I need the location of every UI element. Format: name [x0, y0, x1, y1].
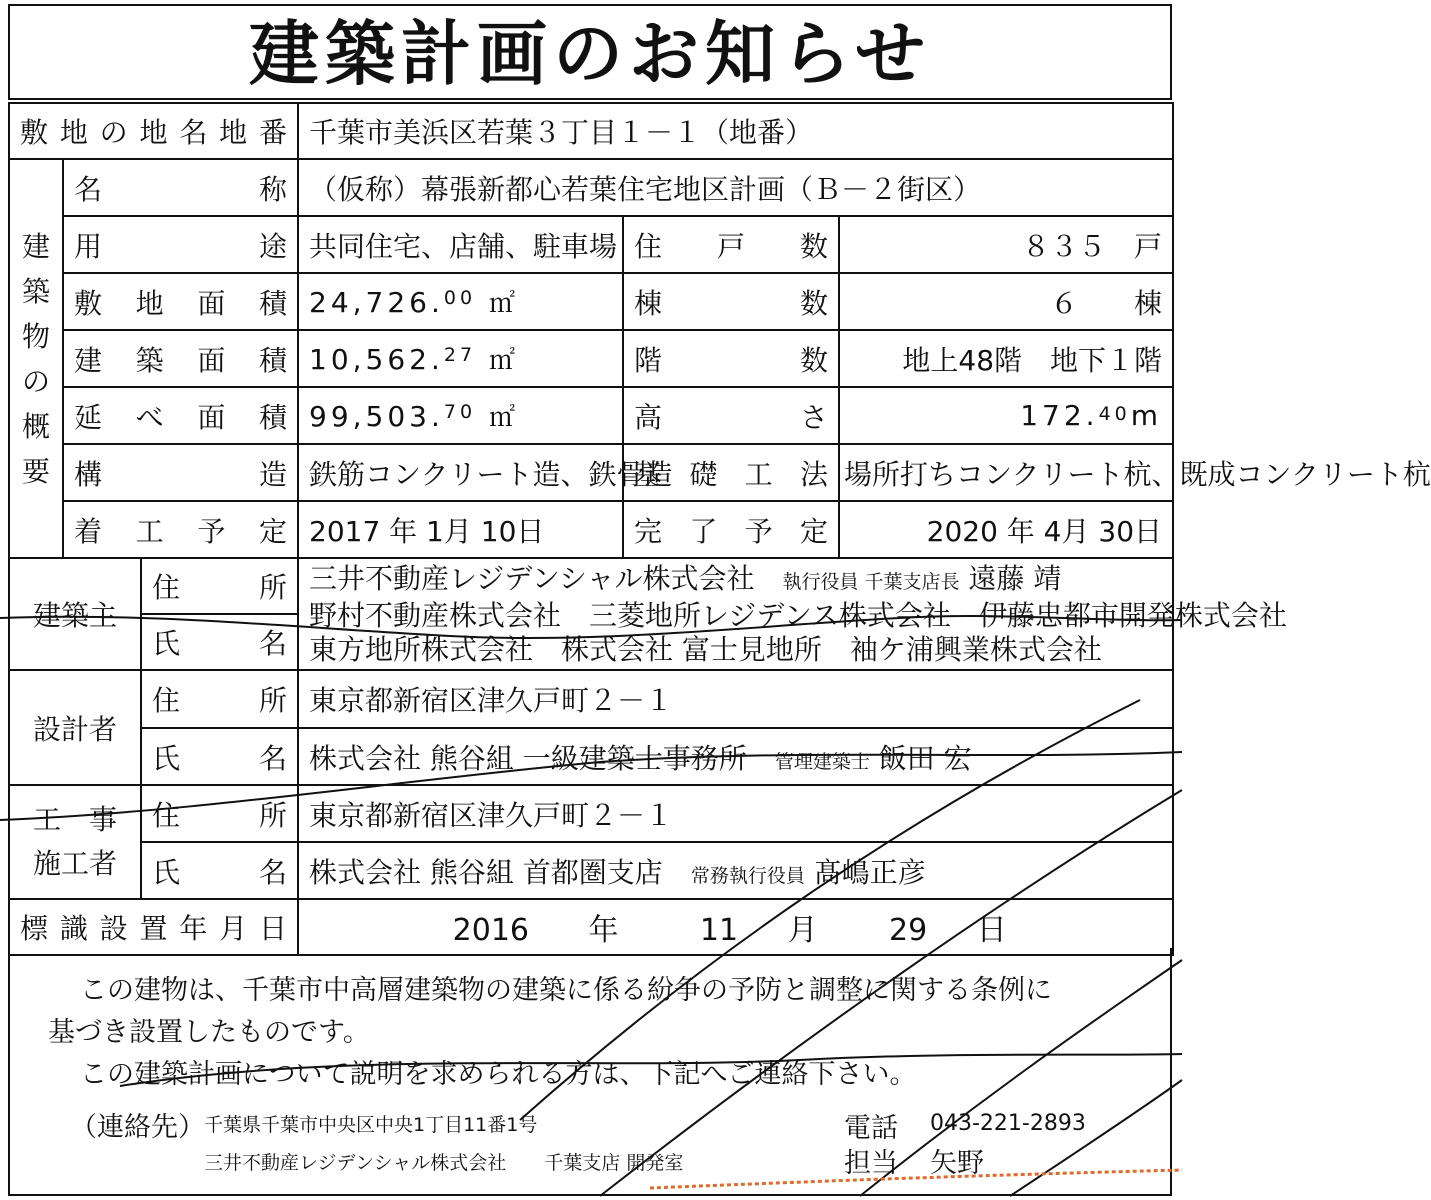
height-value: 172.40m — [839, 387, 1173, 444]
person-label: 担当 — [844, 1148, 898, 1179]
designer-name-row — [9, 728, 1173, 785]
owner-address-row — [9, 558, 1173, 614]
completion-value: 2020 年 4月 30日 — [839, 501, 1173, 558]
use-label: 用途 — [63, 216, 298, 273]
owner-name-label: 氏名 — [141, 614, 298, 670]
sign-date-value: 2016 年 11 月 29 日 — [298, 899, 1173, 955]
use-row — [9, 216, 1173, 273]
completion-label: 完了予定 — [623, 501, 839, 558]
notice-table — [8, 102, 1431, 956]
contractor-address: 東京都新宿区津久戸町２－１ — [298, 785, 1173, 842]
designer-address-row — [9, 670, 1173, 728]
contractor-name-label: 氏名 — [141, 842, 298, 899]
designer-address-label: 住所 — [141, 670, 298, 728]
structure-row — [9, 444, 1173, 501]
use-value: 共同住宅、店舗、駐車場 — [298, 216, 623, 273]
height-label: 高さ — [623, 387, 839, 444]
contact-label: （連絡先） — [70, 1112, 205, 1143]
contractor-name-row — [9, 842, 1173, 899]
designer-name: 株式会社 熊谷組 一級建築士事務所 管理建築士 飯田 宏 — [298, 728, 1173, 785]
site-area-row — [9, 273, 1173, 330]
owner-header: 建築主 — [9, 558, 141, 670]
site-label: 敷地の地名地番 — [9, 103, 298, 159]
note-line-1: この建物は、千葉市中高層建築物の建築に係る紛争の予防と調整に関する条例に — [80, 975, 1052, 1006]
owner-names — [298, 558, 1287, 670]
building-area-row — [9, 330, 1173, 387]
contractor-address-row — [9, 785, 1173, 842]
name-label: 名称 — [63, 159, 298, 216]
sign-date-row — [9, 899, 1173, 955]
owner-line-2: 野村不動産株式会社 三菱地所レジデンス株式会社 伊藤忠都市開発株式会社 — [309, 598, 1287, 632]
contractor-header: 工 事 施工者 — [9, 785, 141, 899]
contractor-address-label: 住所 — [141, 785, 298, 842]
floor-area-value: 99,503.70 ㎡ — [298, 387, 623, 444]
owner-line-1: 三井不動産レジデンシャル株式会社 執行役員 千葉支店長 遠藤 靖 — [309, 561, 1062, 595]
buildings-label: 棟数 — [623, 273, 839, 330]
designer-name-label: 氏名 — [141, 728, 298, 785]
notice-title: 建築計画のお知らせ — [8, 4, 1172, 100]
building-area-label: 建築面積 — [63, 330, 298, 387]
phone-label: 電話 — [844, 1113, 898, 1144]
foundation-label: 基礎工法 — [623, 444, 839, 501]
schedule-row — [9, 501, 1173, 558]
contractor-name: 株式会社 熊谷組 首都圏支店 常務執行役員 髙嶋正彦 — [298, 842, 1173, 899]
building-header: 建 築 物 の 概 要 — [9, 159, 63, 558]
designer-header: 設計者 — [9, 670, 141, 785]
site-area-value: 24,726.00 ㎡ — [298, 273, 623, 330]
site-area-label: 敷地面積 — [63, 273, 298, 330]
name-value: （仮称）幕張新都心若葉住宅地区計画（Ｂ－２街区） — [298, 159, 1173, 216]
contact-company: 三井不動産レジデンシャル株式会社 千葉支店 開発室 — [204, 1152, 684, 1174]
note-line-2: 基づき設置したものです。 — [48, 1017, 370, 1048]
start-label: 着工予定 — [63, 501, 298, 558]
name-row — [9, 159, 1173, 216]
buildings-value: ６ 棟 — [839, 273, 1173, 330]
floor-area-label: 延べ面積 — [63, 387, 298, 444]
notes-section — [8, 948, 1172, 1188]
contact-address: 千葉県千葉市中央区中央1丁目11番1号 — [204, 1114, 538, 1136]
units-value: ８３５ 戸 — [839, 216, 1173, 273]
phone-number: 043-221-2893 — [930, 1111, 1086, 1136]
units-label: 住戸数 — [623, 216, 839, 273]
building-area-value: 10,562.27 ㎡ — [298, 330, 623, 387]
floors-value: 地上48階 地下１階 — [839, 330, 1173, 387]
structure-label: 構造 — [63, 444, 298, 501]
floors-label: 階数 — [623, 330, 839, 387]
foundation-value: 場所打ちコンクリート杭、既成コンクリート杭 — [839, 444, 1173, 501]
structure-value: 鉄筋コンクリート造、鉄骨造 — [298, 444, 623, 501]
note-line-3: この建築計画について説明を求められる方は、下記へご連絡下さい。 — [80, 1059, 917, 1090]
site-value: 千葉市美浜区若葉３丁目１－１（地番） — [298, 103, 1173, 159]
sign-date-label: 標識設置年月日 — [9, 899, 298, 955]
person-name: 矢野 — [930, 1148, 984, 1179]
floor-area-row — [9, 387, 1173, 444]
owner-address-label: 住所 — [141, 558, 298, 614]
site-row — [9, 103, 1173, 159]
owner-line-3: 東方地所株式会社 株式会社 富士見地所 袖ケ浦興業株式会社 — [309, 632, 1102, 666]
designer-address: 東京都新宿区津久戸町２－１ — [298, 670, 1173, 728]
start-value: 2017 年 1月 10日 — [298, 501, 623, 558]
